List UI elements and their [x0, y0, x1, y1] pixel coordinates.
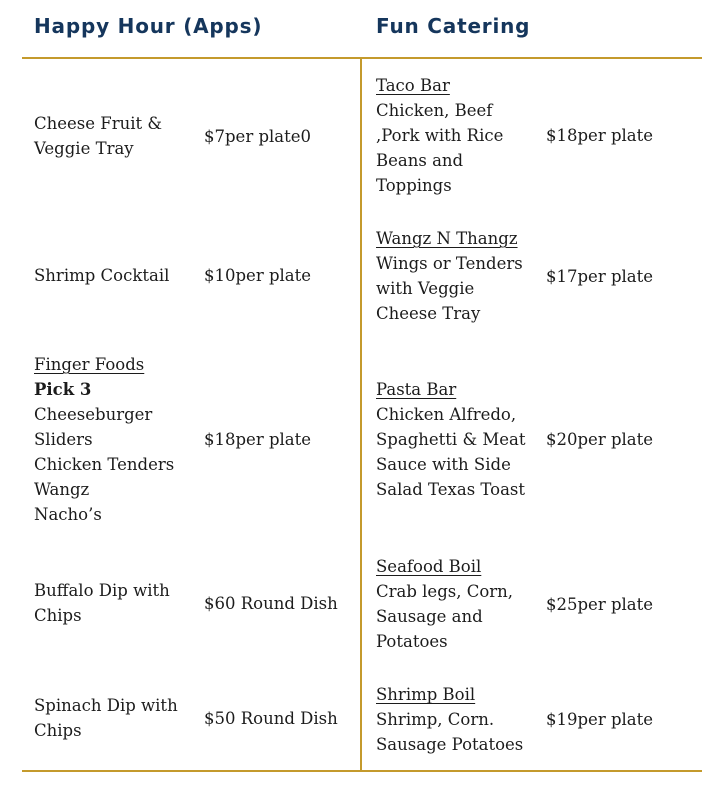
- fun-catering-heading: Fun Catering: [376, 14, 531, 38]
- item-line: Cheese Tray: [376, 304, 481, 323]
- column-divider: [360, 58, 362, 772]
- item-title: Pasta Bar: [376, 380, 457, 399]
- item-description: [34, 578, 204, 628]
- item-line: Toppings: [376, 176, 452, 195]
- item-title: Finger Foods: [34, 355, 145, 374]
- item-line: Sauce with Side: [376, 455, 511, 474]
- top-divider: [22, 57, 702, 59]
- item-line: Crab legs, Corn,: [376, 582, 514, 601]
- item-description: [376, 554, 546, 654]
- item-description: [34, 263, 204, 288]
- menu-item-finger-foods: [34, 352, 360, 527]
- item-line: Wangz: [34, 480, 90, 499]
- item-line: Spinach Dip with: [34, 696, 178, 715]
- item-line: Chips: [34, 721, 82, 740]
- item-description: [376, 377, 546, 502]
- menu-item-buffalo-dip: [34, 578, 360, 628]
- item-price: $10per plate: [204, 266, 312, 285]
- item-subtitle: Pick 3: [34, 380, 92, 399]
- item-line: Chicken, Beef: [376, 101, 493, 120]
- item-price: $17per plate: [546, 266, 654, 286]
- item-description: [34, 693, 204, 743]
- item-line: Spaghetti & Meat: [376, 430, 526, 449]
- item-line: Chicken Tenders: [34, 455, 175, 474]
- happy-hour-heading: Happy Hour (Apps): [34, 14, 263, 38]
- item-price: $60 Round Dish: [204, 593, 338, 613]
- menu-item-spinach-dip: [34, 693, 360, 743]
- item-description: [376, 226, 546, 326]
- item-line: Cheeseburger: [34, 405, 153, 424]
- item-price: $50 Round Dish: [204, 708, 338, 728]
- item-price: $20per plate: [546, 430, 654, 449]
- item-line: Nacho’s: [34, 505, 102, 524]
- item-line: Sausage and: [376, 607, 483, 626]
- item-line: Veggie Tray: [34, 139, 134, 158]
- item-title: Shrimp Boil: [376, 685, 476, 704]
- item-line: Wings or Tenders: [376, 254, 523, 273]
- menu-item-pasta-bar: [376, 377, 702, 502]
- item-price: $25per plate: [546, 594, 654, 614]
- menu-item-taco-bar: [376, 73, 702, 198]
- item-description: [376, 682, 546, 757]
- item-description: [34, 352, 204, 527]
- menu-item-seafood-boil: [376, 554, 702, 654]
- menu-item-shrimp-boil: [376, 682, 702, 757]
- item-description: [34, 111, 204, 161]
- item-description: [376, 73, 546, 198]
- item-line: Chips: [34, 606, 82, 625]
- item-line: Buffalo Dip with: [34, 581, 170, 600]
- item-price: $18per plate: [546, 126, 654, 145]
- item-line: with Veggie: [376, 279, 475, 298]
- item-price: $7per plate0: [204, 126, 312, 146]
- item-title: Taco Bar: [376, 76, 450, 95]
- item-line: Salad Texas Toast: [376, 480, 525, 499]
- item-line: Chicken Alfredo,: [376, 405, 517, 424]
- item-line: Sliders: [34, 430, 93, 449]
- item-price: $18per plate: [204, 430, 312, 449]
- item-line: Cheese Fruit &: [34, 114, 163, 133]
- item-line: Beans and: [376, 151, 464, 170]
- item-price: $19per plate: [546, 710, 654, 729]
- item-title: Seafood Boil: [376, 557, 482, 576]
- item-line: Potatoes: [376, 632, 448, 651]
- bottom-divider: [22, 770, 702, 772]
- menu-item-wangz-n-thangz: [376, 226, 702, 326]
- item-title: Wangz N Thangz: [376, 229, 518, 248]
- menu-item-cheese-fruit-veggie-tray: [34, 111, 360, 161]
- item-line: Shrimp Cocktail: [34, 266, 170, 285]
- item-line: Shrimp, Corn.: [376, 710, 495, 729]
- item-line: Sausage Potatoes: [376, 735, 524, 754]
- menu-item-shrimp-cocktail: [34, 263, 360, 288]
- item-line: ,Pork with Rice: [376, 126, 504, 145]
